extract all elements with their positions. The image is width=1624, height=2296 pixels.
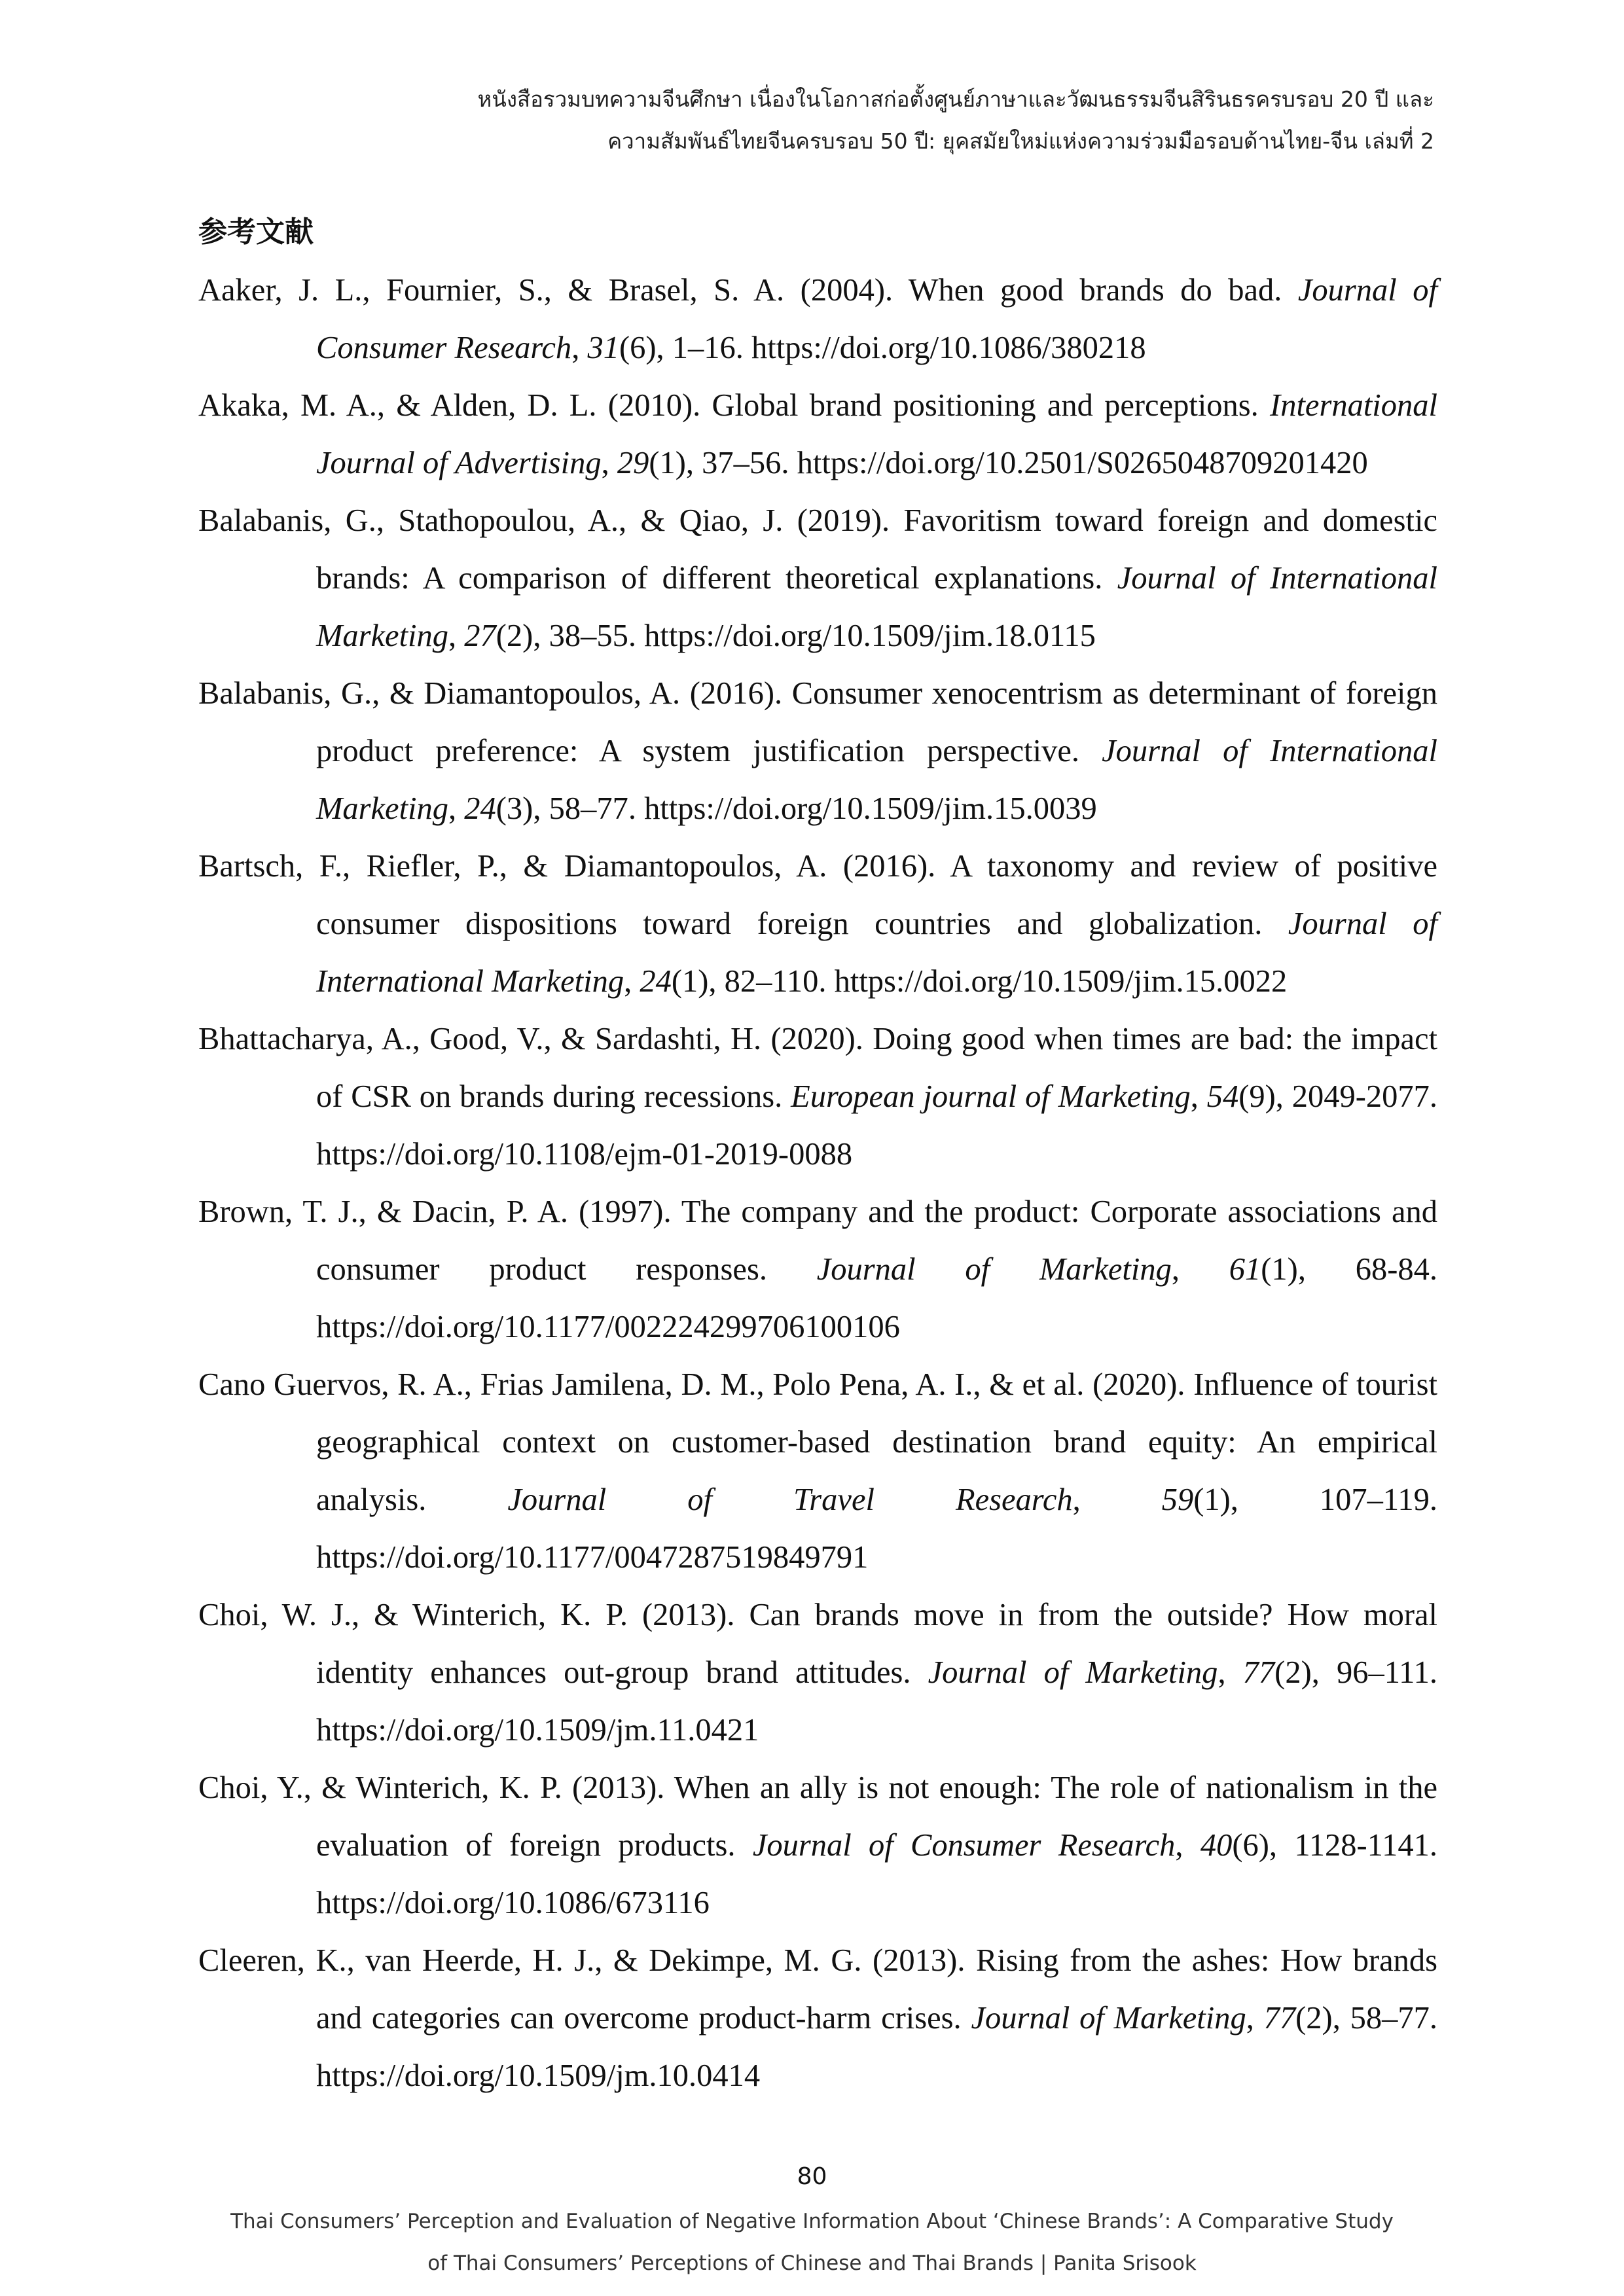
reference-journal: Journal of Marketing [971, 2001, 1246, 2036]
reference-entry [198, 377, 1437, 492]
reference-text: Aaker, J. L., Fournier, S., & Brasel, S. A. (2004). When good brands do bad. [198, 273, 1298, 308]
reference-separator: , [1246, 2001, 1264, 2036]
section-title: 参考文献 [198, 215, 314, 249]
reference-separator: , [1072, 1482, 1162, 1517]
reference-separator: , [1171, 1252, 1229, 1287]
running-header-line-2: ความสัมพันธ์ไทยจีนครบรอบ 50 ปี: ยุคสมัยใหม่แห่งความร่วมมือรอบด้านไทย-จีน เล่มที่ 2 [607, 128, 1434, 154]
reference-journal: Journal of Consumer Research [752, 1828, 1176, 1863]
reference-details: (9), 2049-2077. https://doi.org/10.1108/ejm-01-2019-0088 [316, 1079, 1437, 1172]
reference-entry [198, 1759, 1437, 1932]
reference-entry [198, 492, 1437, 665]
reference-text: Bhattacharya, A., Good, V., & Sardashti, H. (2020). Doing good when times are bad: the impact of CSR on brands during recessions. [198, 1022, 1437, 1114]
reference-entry [198, 665, 1437, 838]
reference-text: Cano Guervos, R. A., Frias Jamilena, D. M., Polo Pena, A. I., & et al. (2020). Influence of tourist geographical context on customer-based destination brand equity: An empirical analysis. [198, 1367, 1437, 1517]
reference-text: Choi, Y., & Winterich, K. P. (2013). When an ally is not enough: The role of nationalism in the evaluation of foreign products. [198, 1770, 1437, 1863]
reference-text: Balabanis, G., & Diamantopoulos, A. (2016). Consumer xenocentrism as determinant of foreign product preference: A system justification perspective. [198, 676, 1437, 768]
reference-journal: European journal of Marketing [791, 1079, 1191, 1114]
reference-volume: 40 [1200, 1828, 1233, 1863]
reference-details: (2), 38–55. https://doi.org/10.1509/jim.18.0115 [496, 619, 1096, 653]
reference-volume: 77 [1263, 2001, 1296, 2036]
reference-separator: , [448, 791, 465, 826]
reference-text: Choi, W. J., & Winterich, K. P. (2013). Can brands move in from the outside? How moral identity enhances out-group brand attitudes. [198, 1598, 1437, 1690]
reference-separator: , [601, 446, 617, 480]
reference-journal: Journal of Marketing [816, 1252, 1172, 1287]
reference-volume: 77 [1242, 1655, 1275, 1690]
reference-volume: 31 [587, 331, 619, 365]
reference-details: (6), 1128-1141. https://doi.org/10.1086/673116 [316, 1828, 1438, 1920]
reference-journal: Journal of International Marketing [316, 561, 1437, 653]
reference-text: Bartsch, F., Riefler, P., & Diamantopoulos, A. (2016). A taxonomy and review of positive consumer dispositions toward foreign countries and globalization. [198, 849, 1437, 941]
reference-text: Balabanis, G., Stathopoulou, A., & Qiao, J. (2019). Favoritism toward foreign and domestic brands: A comparison of different theoretical explanations. [198, 503, 1437, 596]
reference-text: Akaka, M. A., & Alden, D. L. (2010). Global brand positioning and perceptions. [198, 388, 1271, 423]
reference-details: (3), 58–77. https://doi.org/10.1509/jim.15.0039 [496, 791, 1097, 826]
running-footer [0, 2200, 1624, 2284]
reference-entry [198, 262, 1437, 377]
reference-separator: , [448, 619, 465, 653]
reference-details: (6), 1–16. https://doi.org/10.1086/380218 [619, 331, 1146, 365]
reference-list [198, 262, 1437, 2105]
reference-separator: , [1175, 1828, 1200, 1863]
reference-volume: 61 [1229, 1252, 1261, 1287]
reference-journal: Journal of Consumer Research [316, 273, 1437, 365]
running-header [190, 79, 1434, 162]
running-footer-line-2: of Thai Consumers’ Perceptions of Chinese and Thai Brands | Panita Srisook [427, 2251, 1197, 2275]
reference-details: (2), 96–111. https://doi.org/10.1509/jm.11.0421 [316, 1655, 1437, 1748]
reference-journal: Journal of International Marketing [316, 906, 1437, 999]
reference-journal: Journal of Marketing [928, 1655, 1218, 1690]
reference-separator: , [624, 964, 640, 999]
reference-entry [198, 1183, 1437, 1356]
reference-entry [198, 838, 1437, 1011]
reference-volume: 54 [1206, 1079, 1239, 1114]
reference-text: Brown, T. J., & Dacin, P. A. (1997). The company and the product: Corporate associations and consumer product responses. [198, 1194, 1437, 1287]
reference-details: (1), 107–119. https://doi.org/10.1177/0047287519849791 [316, 1482, 1437, 1575]
reference-entry [198, 1587, 1437, 1759]
reference-separator: , [1190, 1079, 1207, 1114]
reference-details: (1), 37–56. https://doi.org/10.2501/S0265048709201420 [649, 446, 1368, 480]
reference-journal: International Journal of Advertising [316, 388, 1437, 480]
reference-entry [198, 1356, 1437, 1587]
reference-separator: , [1218, 1655, 1243, 1690]
reference-entry [198, 1011, 1437, 1183]
reference-details: (2), 58–77. https://doi.org/10.1509/jm.10.0414 [316, 2001, 1437, 2093]
reference-separator: , [571, 331, 588, 365]
reference-volume: 24 [464, 791, 496, 826]
reference-journal: Journal of Travel Research [507, 1482, 1073, 1517]
running-footer-line-1: Thai Consumers’ Perception and Evaluation of Negative Information About ‘Chinese Brands’: A Comparative Study [230, 2210, 1394, 2233]
page-number: 80 [797, 2163, 827, 2190]
reference-volume: 59 [1161, 1482, 1194, 1517]
reference-volume: 24 [640, 964, 672, 999]
reference-volume: 29 [617, 446, 649, 480]
reference-details: (1), 68-84. https://doi.org/10.1177/002224299706100106 [316, 1252, 1437, 1344]
running-header-line-1: หนังสือรวมบทความจีนศึกษา เนื่องในโอกาสก่อตั้งศูนย์ภาษาและวัฒนธรรมจีนสิรินธรครบรอบ 20 ปี และ [477, 86, 1434, 112]
reference-journal: Journal of International Marketing [316, 734, 1437, 826]
reference-details: (1), 82–110. https://doi.org/10.1509/jim.15.0022 [671, 964, 1288, 999]
reference-entry [198, 1932, 1437, 2105]
reference-text: Cleeren, K., van Heerde, H. J., & Dekimpe, M. G. (2013). Rising from the ashes: How brands and categories can overcome product-harm crises. [198, 1943, 1437, 2036]
reference-volume: 27 [464, 619, 496, 653]
